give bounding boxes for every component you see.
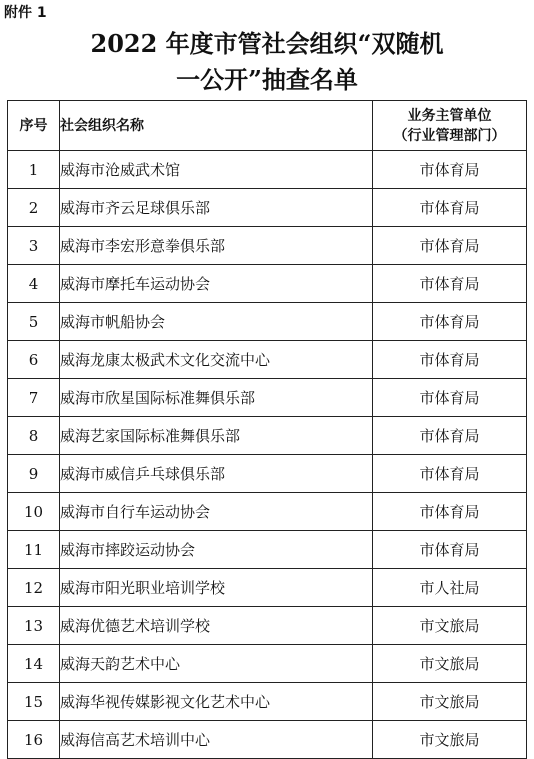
- row-organization-name: 威海市阳光职业培训学校: [60, 569, 373, 607]
- row-serial-number: 5: [8, 303, 60, 341]
- row-supervising-department: 市体育局: [373, 379, 527, 417]
- row-organization-name: 威海市摩托车运动协会: [60, 265, 373, 303]
- row-organization-name: 威海龙康太极武术文化交流中心: [60, 341, 373, 379]
- table-row: [8, 417, 527, 455]
- header-organization-name: 社会组织名称: [60, 101, 373, 151]
- table-row: [8, 645, 527, 683]
- row-organization-name: 威海市欣星国际标准舞俱乐部: [60, 379, 373, 417]
- row-supervising-department: 市体育局: [373, 227, 527, 265]
- row-organization-name: 威海华视传媒影视文化艺术中心: [60, 683, 373, 721]
- table-row: [8, 493, 527, 531]
- table-row: [8, 379, 527, 417]
- table-row: [8, 683, 527, 721]
- table-row: [8, 455, 527, 493]
- table-row: [8, 265, 527, 303]
- row-supervising-department: 市文旅局: [373, 607, 527, 645]
- row-supervising-department: 市文旅局: [373, 721, 527, 759]
- row-supervising-department: 市人社局: [373, 569, 527, 607]
- row-supervising-department: 市体育局: [373, 151, 527, 189]
- row-organization-name: 威海天韵艺术中心: [60, 645, 373, 683]
- row-serial-number: 6: [8, 341, 60, 379]
- row-serial-number: 16: [8, 721, 60, 759]
- header-row: [8, 101, 527, 151]
- table-row: [8, 341, 527, 379]
- inspection-list-table: [7, 100, 527, 759]
- row-serial-number: 10: [8, 493, 60, 531]
- row-serial-number: 1: [8, 151, 60, 189]
- row-serial-number: 12: [8, 569, 60, 607]
- row-serial-number: 14: [8, 645, 60, 683]
- table-row: [8, 227, 527, 265]
- header-serial-number: 序号: [8, 101, 60, 151]
- row-supervising-department: 市体育局: [373, 341, 527, 379]
- row-serial-number: 3: [8, 227, 60, 265]
- attachment-label: 附件 1: [4, 5, 47, 21]
- row-organization-name: 威海市齐云足球俱乐部: [60, 189, 373, 227]
- row-serial-number: 15: [8, 683, 60, 721]
- row-supervising-department: 市文旅局: [373, 683, 527, 721]
- header-dept-line-1: 业务主管单位: [407, 107, 492, 124]
- row-serial-number: 11: [8, 531, 60, 569]
- row-organization-name: 威海市自行车运动协会: [60, 493, 373, 531]
- row-supervising-department: 市体育局: [373, 531, 527, 569]
- row-supervising-department: 市体育局: [373, 303, 527, 341]
- row-serial-number: 9: [8, 455, 60, 493]
- row-supervising-department: 市体育局: [373, 455, 527, 493]
- table-row: [8, 531, 527, 569]
- table-row: [8, 189, 527, 227]
- row-serial-number: 4: [8, 265, 60, 303]
- table-row: [8, 721, 527, 759]
- document-title-line-2: 一公开”抽查名单: [176, 65, 358, 94]
- row-supervising-department: 市体育局: [373, 265, 527, 303]
- row-organization-name: 威海艺家国际标准舞俱乐部: [60, 417, 373, 455]
- row-organization-name: 威海市摔跤运动协会: [60, 531, 373, 569]
- header-dept-line-2: （行业管理部门）: [393, 127, 506, 144]
- row-supervising-department: 市体育局: [373, 189, 527, 227]
- table-header: [8, 101, 527, 151]
- row-serial-number: 2: [8, 189, 60, 227]
- row-supervising-department: 市体育局: [373, 417, 527, 455]
- row-serial-number: 7: [8, 379, 60, 417]
- table-row: [8, 303, 527, 341]
- row-organization-name: 威海市帆船协会: [60, 303, 373, 341]
- table-row: [8, 151, 527, 189]
- table-row: [8, 607, 527, 645]
- row-serial-number: 8: [8, 417, 60, 455]
- row-organization-name: 威海市沧威武术馆: [60, 151, 373, 189]
- row-supervising-department: 市文旅局: [373, 645, 527, 683]
- row-organization-name: 威海市李宏形意拳俱乐部: [60, 227, 373, 265]
- table-body: [8, 151, 527, 759]
- row-supervising-department: 市体育局: [373, 493, 527, 531]
- row-serial-number: 13: [8, 607, 60, 645]
- row-organization-name: 威海信高艺术培训中心: [60, 721, 373, 759]
- header-supervising-department: [373, 101, 527, 151]
- table-row: [8, 569, 527, 607]
- row-organization-name: 威海优德艺术培训学校: [60, 607, 373, 645]
- document-title-line-1: 2022 年度市管社会组织“双随机: [90, 29, 444, 58]
- row-organization-name: 威海市威信乒乓球俱乐部: [60, 455, 373, 493]
